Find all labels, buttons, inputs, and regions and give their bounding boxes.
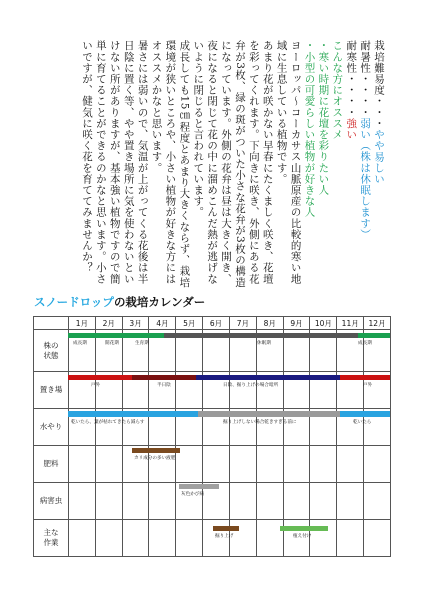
article-text [15,40,385,288]
label-water-3: 乾いたら [353,420,372,425]
location-outdoor-bar-end [340,375,390,380]
month-header: 10月 [310,317,337,330]
body-paragraph: 暑さには弱いので、気温が上がってくる花後は半日陰に置く等、やや置き場所に気を使わないといけない所がありますが、基本強い植物ですので簡単に育てることができるのかなと思います。小さいですが、健気に咲く花を育ててみませんか？ [80,40,149,285]
label-growth-2: 生育期 [135,341,149,346]
month-header: 7月 [229,317,256,330]
calendar-title [34,294,205,310]
label-growth-3: 成長期 [358,341,372,346]
heat-line: 耐暑性・・・・弱い（株は休眠します） [359,40,372,240]
label-dormant: 休眠期 [257,341,271,346]
cultivation-calendar [33,316,391,556]
state-dormant-bar [164,333,358,338]
label-pest: 灰色かび病 [181,492,204,497]
month-header: 1月 [69,317,96,330]
water-bar [68,411,198,417]
difficulty-line: 栽培難易度・・・やや易しい [373,40,385,185]
water-reduced-bar [198,411,340,417]
heat-value: 弱い（株は休眠します） [359,117,372,240]
month-header: 9月 [283,317,310,330]
state-growth-bar [68,333,164,338]
pest-bar [179,484,219,489]
month-header: 8月 [256,317,283,330]
plant-bar [280,526,328,531]
body-paragraph: あまり花が咲かない早春にたくましく咲き、花壇を彩ってくれます。下向きに咲き、外側にある花弁が3枚、緑の斑がついた小さな花弁が3枚の構造になっています。外側の花弁は昼は大きく開き、夜になると閉じて花の中に溜めこんだ熱が逃げないように閉じると言われています。 [192,40,274,288]
state-growth-bar-end [358,333,390,338]
location-shade-bar [196,375,340,380]
month-header: 11月 [337,317,364,330]
row-label-fertilizer: 肥料 [34,446,69,483]
calendar-grid [33,316,391,557]
location-outdoor-bar [68,375,132,380]
label-outdoor: 戸外 [91,383,101,388]
calendar-title-rest: の栽培カレンダー [113,295,206,309]
month-header: 3月 [122,317,149,330]
recommend-item: ・寒い時期に花壇を彩りたい人 [317,40,330,196]
calendar-title-plant: スノードロップ [34,295,114,309]
difficulty-value: やや易しい [373,128,385,185]
month-header: 4月 [149,317,176,330]
recommend-item: ・小型の可愛らしい植物が好きな人 [303,40,316,218]
label-flowering: 開花期 [105,341,119,346]
label-fertilizer: カリ成分の多い液肥 [134,456,176,461]
cold-value: 強い [345,117,358,140]
month-header: 5月 [176,317,203,330]
corner-cell [34,317,69,330]
fertilizer-bar [132,448,180,453]
row-label-tasks: 主な作業 [34,520,69,557]
month-header: 12月 [364,317,391,330]
cold-line: 耐寒性・・・・強い [345,40,358,140]
row-label-location: 置き場 [34,372,69,409]
label-growth: 成長期 [73,341,87,346]
label-halfshade: 半日陰 [157,383,171,388]
body-paragraph: ヨーロッパ～コーカサス山脈原産の比較的寒い地域に生息している植物です。 [275,40,302,285]
label-outdoor-end: 戸外 [363,383,373,388]
water-bar-end [340,411,390,417]
body-paragraph: 成長しても15㎝程度とあまり大きくならず、栽培環境が狭いところや、小さい植物が好きな方にはオススメかなと思います。 [150,40,191,288]
month-header: 2月 [95,317,122,330]
month-header: 6月 [203,317,230,330]
dig-bar [213,526,239,531]
label-water-2: 掘り上げしない場合乾きすぎる前に [223,420,297,425]
label-plant: 植え付け [293,534,312,539]
row-label-watering: 水やり [34,409,69,446]
label-dig: 掘り上げ [215,534,234,539]
label-water-1: 乾いたら、葉が枯れてきたら減らす [71,420,145,425]
row-label-state: 株の状態 [34,330,69,372]
row-label-pests: 病害虫 [34,483,69,520]
recommend-heading: こんな方にオススメ [331,40,344,140]
label-shade: 日陰、掘り上げの場合暗所 [223,383,279,388]
location-halfshade-bar [132,375,196,380]
